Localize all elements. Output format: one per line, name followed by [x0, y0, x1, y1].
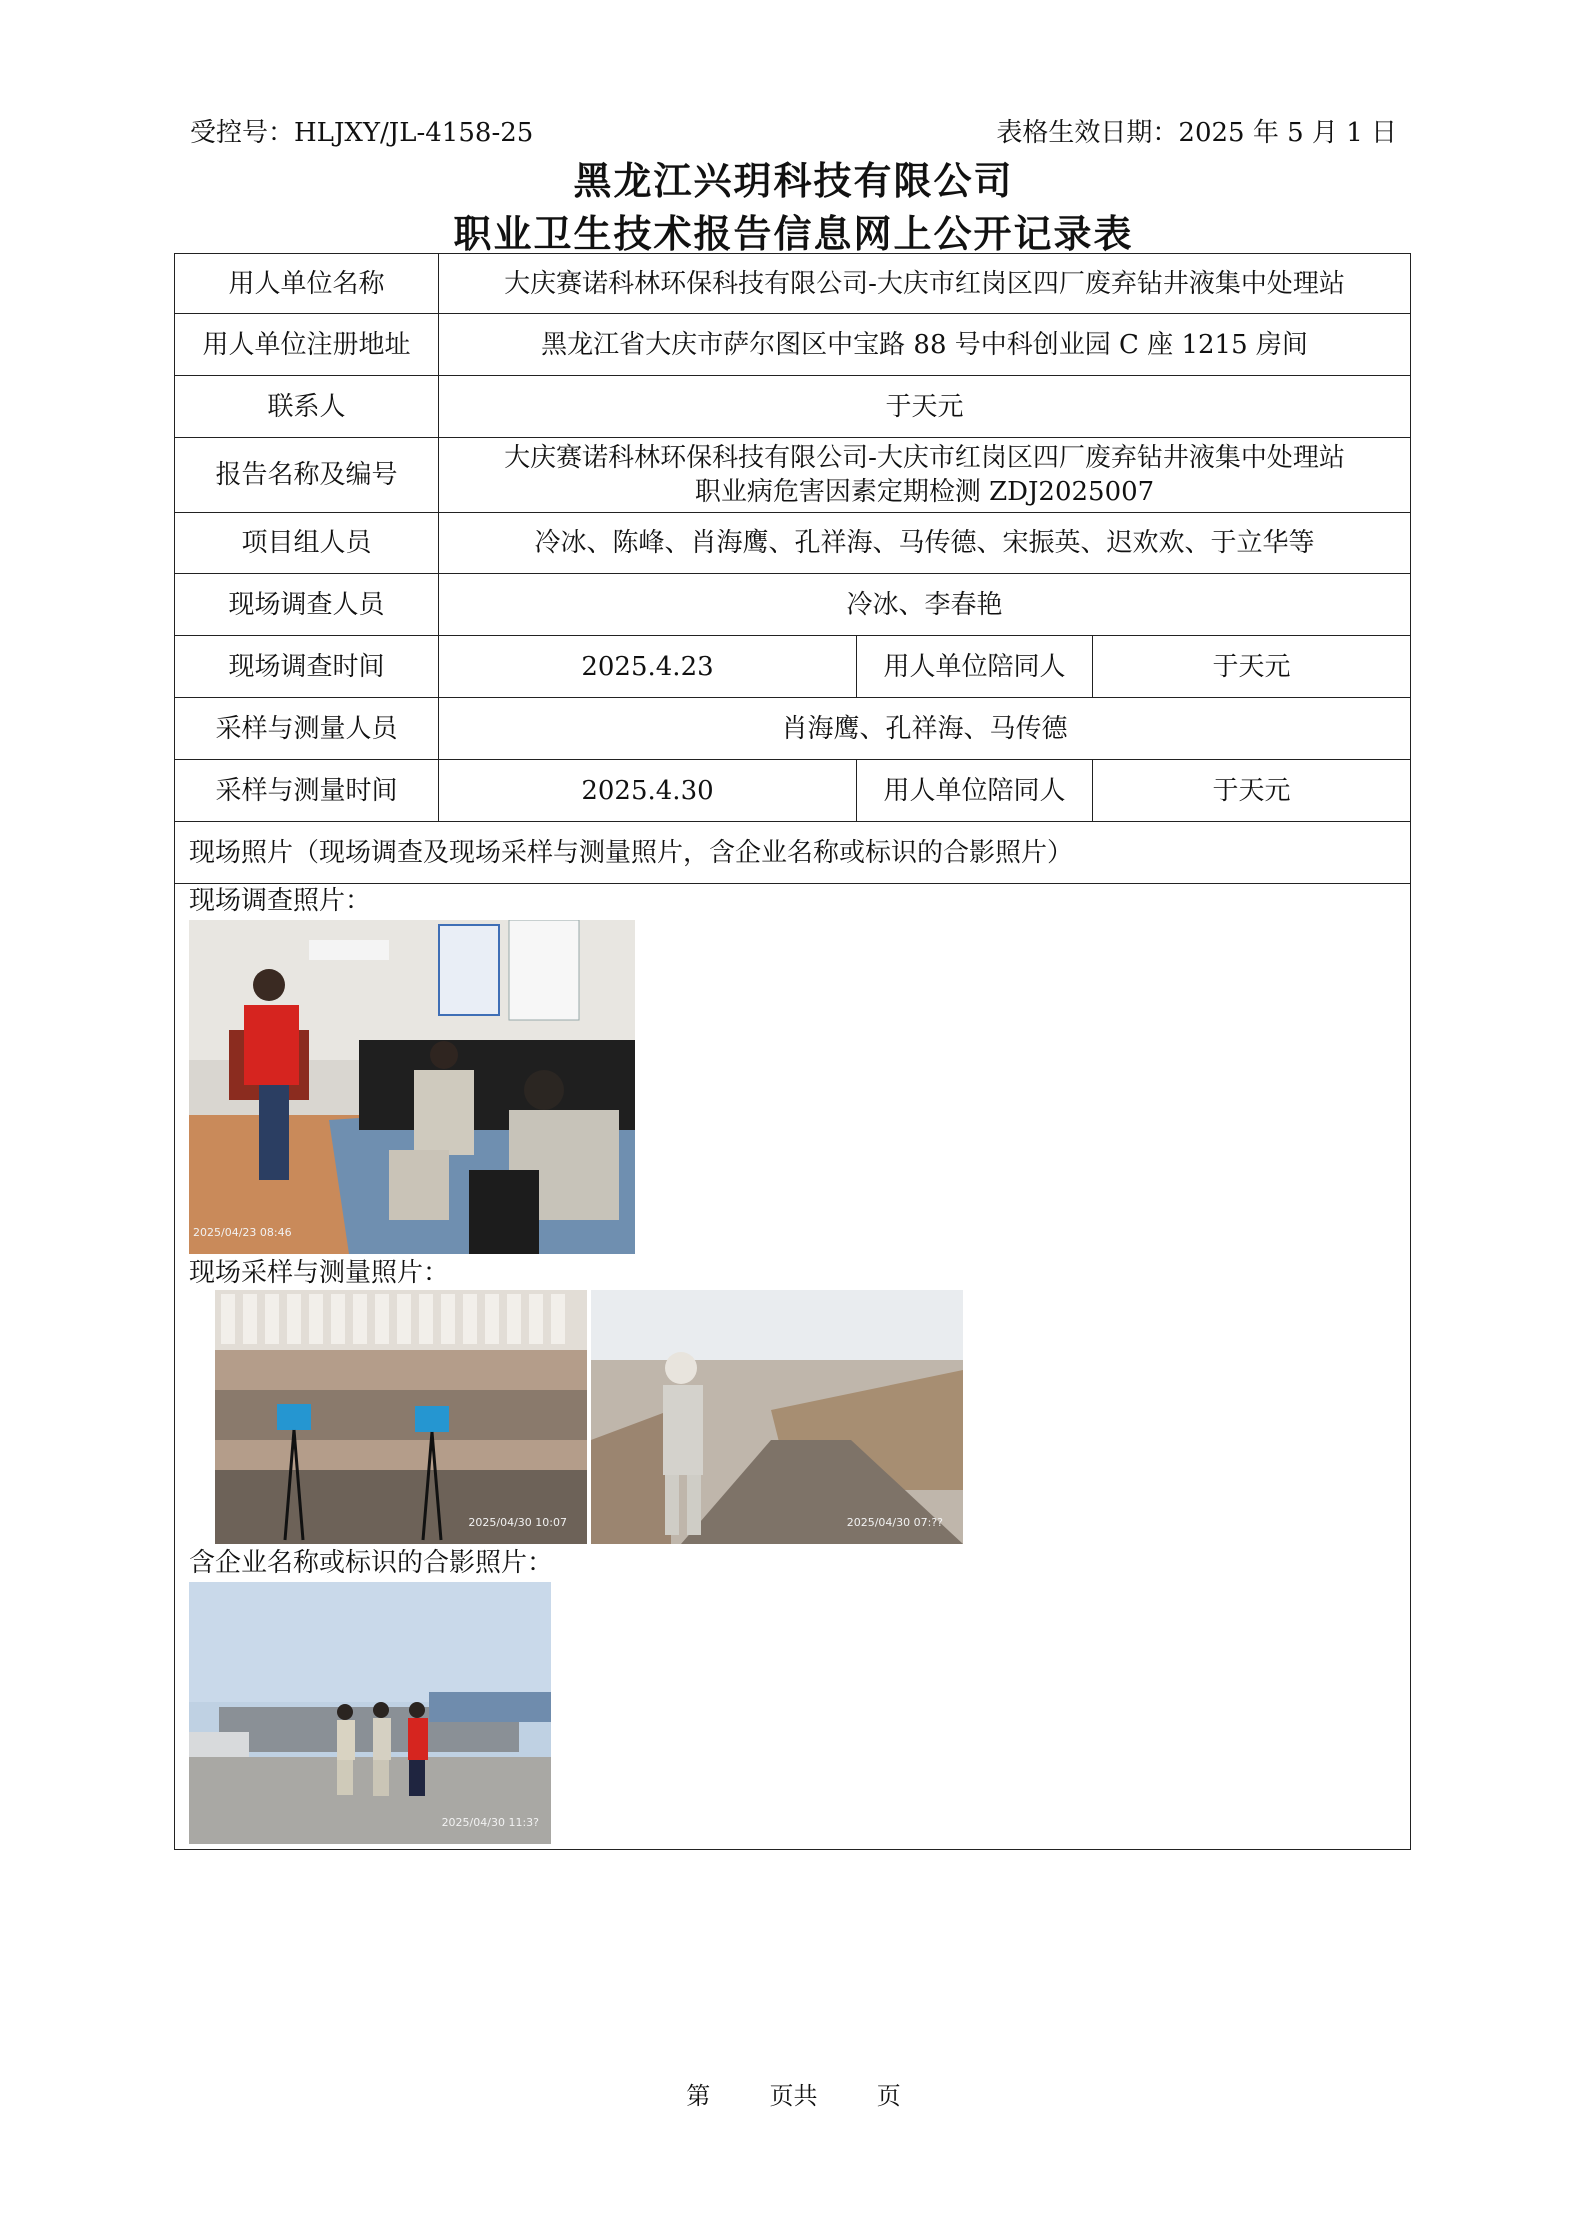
group-photo-label: 含企业名称或标识的合影照片： — [189, 1548, 554, 1578]
sampling-escort-label: 用人单位陪同人 — [857, 760, 1093, 822]
sampling-photo-1-timestamp: 2025/04/30 10:07 — [468, 1516, 567, 1529]
survey-photo-timestamp: 2025/04/23 08:46 — [193, 1226, 292, 1239]
sampling-time-label: 采样与测量时间 — [175, 760, 439, 822]
project-team-label: 项目组人员 — [175, 513, 439, 574]
report-value — [439, 438, 1411, 513]
photos-area — [175, 884, 1410, 1849]
survey-time-value: 2025.4.23 — [439, 636, 857, 698]
company-title: 黑龙江兴玥科技有限公司 — [573, 158, 1014, 203]
control-number: 受控号：HLJXY/JL-4158-25 — [190, 118, 534, 148]
survey-staff-value: 冷冰、李春艳 — [439, 574, 1411, 636]
report-value-line1: 大庆赛诺科林环保科技有限公司-大庆市红岗区四厂废弃钻井液集中处理站 — [504, 443, 1345, 473]
group-photo — [189, 1582, 551, 1844]
effective-date: 表格生效日期：2025 年 5 月 1 日 — [996, 118, 1397, 148]
report-value-line2: 职业病危害因素定期检测 ZDJ2025007 — [694, 477, 1155, 507]
sampling-photo-2-timestamp: 2025/04/30 07:?? — [846, 1516, 943, 1529]
employer-address-value: 黑龙江省大庆市萨尔图区中宝路 88 号中科创业园 C 座 1215 房间 — [439, 314, 1411, 376]
record-table — [174, 253, 1411, 1850]
group-photo-timestamp: 2025/04/30 11:3? — [441, 1816, 539, 1829]
form-title: 职业卫生技术报告信息网上公开记录表 — [453, 211, 1134, 256]
sampling-photo-label: 现场采样与测量照片： — [189, 1258, 450, 1288]
sampling-time-value: 2025.4.30 — [439, 760, 857, 822]
sampling-escort-value: 于天元 — [1093, 760, 1411, 822]
employer-name-value: 大庆赛诺科林环保科技有限公司-大庆市红岗区四厂废弃钻井液集中处理站 — [439, 254, 1411, 314]
sampling-photo-1 — [215, 1290, 587, 1544]
survey-escort-value: 于天元 — [1093, 636, 1411, 698]
report-label: 报告名称及编号 — [175, 438, 439, 513]
page-label-c: 页 — [876, 2082, 901, 2110]
survey-staff-label: 现场调查人员 — [175, 574, 439, 636]
survey-photo — [189, 920, 635, 1254]
contact-value: 于天元 — [439, 376, 1411, 438]
page-label-b: 页共 — [769, 2082, 818, 2110]
sampling-staff-label: 采样与测量人员 — [175, 698, 439, 760]
photos-cell — [175, 884, 1411, 1850]
sampling-staff-value: 肖海鹰、孔祥海、马传德 — [439, 698, 1411, 760]
survey-photo-label: 现场调查照片： — [189, 886, 372, 916]
contact-label: 联系人 — [175, 376, 439, 438]
sampling-photo-2 — [591, 1290, 963, 1544]
survey-time-label: 现场调查时间 — [175, 636, 439, 698]
employer-address-label: 用人单位注册地址 — [175, 314, 439, 376]
project-team-value: 冷冰、陈峰、肖海鹰、孔祥海、马传德、宋振英、迟欢欢、于立华等 — [439, 513, 1411, 574]
page-label-a: 第 — [686, 2082, 711, 2110]
employer-name-label: 用人单位名称 — [175, 254, 439, 314]
page-footer — [0, 2076, 1587, 2111]
photos-header: 现场照片（现场调查及现场采样与测量照片，含企业名称或标识的合影照片） — [175, 822, 1411, 884]
survey-escort-label: 用人单位陪同人 — [857, 636, 1093, 698]
